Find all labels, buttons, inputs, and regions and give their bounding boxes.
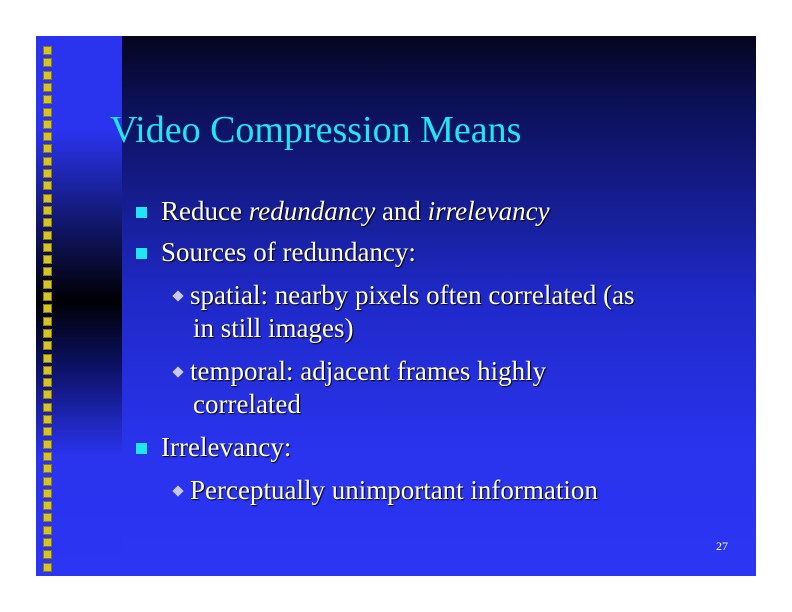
bullet-text: spatial: nearby pixels often correlated (as	[190, 280, 635, 310]
sub-bullet-temporal	[174, 356, 546, 387]
sub-bullet-temporal-continued: correlated	[193, 389, 301, 419]
decorative-square	[43, 95, 52, 104]
sub-bullet-spatial	[174, 280, 635, 311]
square-bullet-icon	[136, 443, 147, 454]
decorative-square	[43, 526, 52, 535]
decorative-square	[43, 157, 52, 166]
slide	[36, 36, 756, 576]
decorative-square	[43, 304, 52, 313]
decorative-square	[43, 243, 52, 252]
decorative-square	[43, 280, 52, 289]
decorative-square	[43, 415, 52, 424]
decorative-square	[43, 366, 52, 375]
decorative-square	[43, 231, 52, 240]
decorative-square	[43, 477, 52, 486]
decorative-square	[43, 513, 52, 522]
decorative-square	[43, 255, 52, 264]
square-bullet-icon	[136, 248, 147, 259]
sub-bullet-perceptual	[174, 475, 598, 506]
decorative-square	[43, 501, 52, 510]
decorative-square	[43, 538, 52, 547]
decorative-square	[43, 550, 52, 559]
decorative-square	[43, 194, 52, 203]
decorative-square	[43, 354, 52, 363]
decorative-square	[43, 181, 52, 190]
bullet-irrelevancy	[136, 432, 291, 463]
diamond-bullet-icon	[172, 485, 183, 496]
decorative-square	[43, 108, 52, 117]
emphasis-redundancy: redundancy	[248, 196, 376, 226]
decorative-square	[43, 267, 52, 276]
decorative-square	[43, 71, 52, 80]
square-bullet-icon	[136, 207, 147, 218]
decorative-square	[43, 452, 52, 461]
decorative-square	[43, 563, 52, 572]
decorative-square	[43, 489, 52, 498]
decorative-square	[43, 341, 52, 350]
page-number: 27	[716, 539, 728, 553]
sub-bullet-spatial-continued: in still images)	[193, 313, 354, 343]
decorative-square	[43, 317, 52, 326]
bullet-reduce	[136, 196, 550, 227]
decorative-square	[43, 440, 52, 449]
decorative-square	[43, 120, 52, 129]
emphasis-irrelevancy: irrelevancy	[427, 196, 550, 226]
bullet-text: Irrelevancy:	[161, 432, 292, 462]
decorative-square	[43, 378, 52, 387]
diamond-bullet-icon	[172, 290, 183, 301]
slide-title: Video Compression Means	[110, 109, 522, 151]
decorative-square	[43, 218, 52, 227]
decorative-square	[43, 206, 52, 215]
decorative-square	[43, 58, 52, 67]
bullet-text: Perceptually unimportant information	[190, 475, 598, 505]
bullet-text: temporal: adjacent frames highly	[190, 356, 547, 386]
bullet-text: Reduce	[161, 196, 249, 226]
decorative-square	[43, 427, 52, 436]
bullet-sources	[136, 237, 416, 268]
decorative-square	[43, 144, 52, 153]
decorative-square	[43, 169, 52, 178]
decorative-square	[43, 329, 52, 338]
decorative-square	[43, 46, 52, 55]
diamond-bullet-icon	[172, 366, 183, 377]
decorative-square	[43, 292, 52, 301]
bullet-text: and	[375, 196, 428, 226]
decorative-square	[43, 390, 52, 399]
decorative-square	[43, 403, 52, 412]
decorative-square	[43, 132, 52, 141]
decorative-square-column	[43, 36, 55, 576]
decorative-square	[43, 464, 52, 473]
decorative-square	[43, 83, 52, 92]
bullet-text: Sources of redundancy:	[161, 237, 416, 267]
